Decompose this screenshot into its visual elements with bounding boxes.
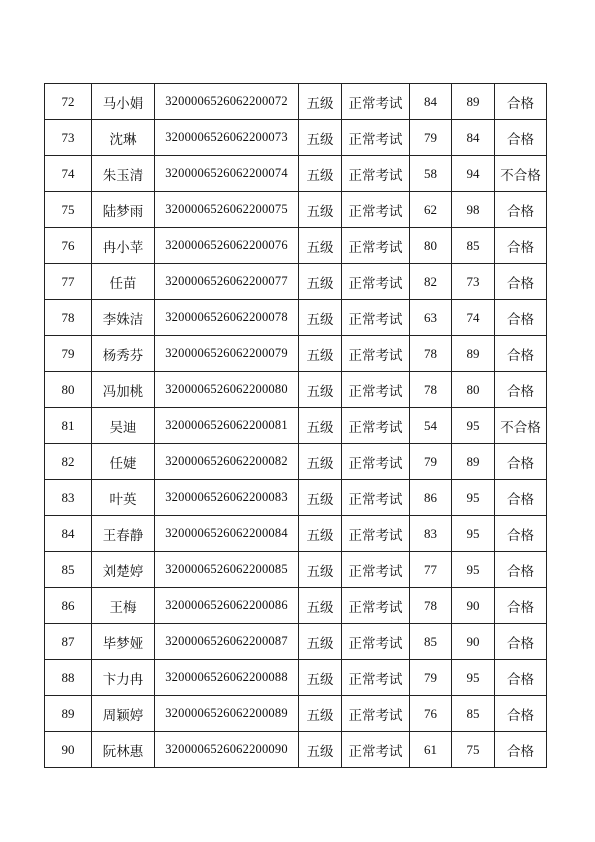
certificate-number-cell: 3200006526062200089 — [155, 696, 299, 732]
certificate-number-cell: 3200006526062200081 — [155, 408, 299, 444]
result-cell: 合格 — [495, 552, 547, 588]
candidate-name-cell: 冯加桃 — [92, 372, 155, 408]
certificate-number-cell: 3200006526062200078 — [155, 300, 299, 336]
theory-score-cell: 80 — [410, 228, 452, 264]
exam-type-cell: 正常考试 — [342, 120, 410, 156]
candidate-name-cell: 毕梦娅 — [92, 624, 155, 660]
result-cell: 合格 — [495, 624, 547, 660]
result-cell: 合格 — [495, 660, 547, 696]
result-cell: 不合格 — [495, 408, 547, 444]
row-number-cell: 85 — [45, 552, 92, 588]
exam-type-cell: 正常考试 — [342, 228, 410, 264]
row-number-cell: 82 — [45, 444, 92, 480]
table-row — [45, 372, 547, 408]
level-cell: 五级 — [299, 84, 342, 120]
candidate-name-cell: 叶英 — [92, 480, 155, 516]
certificate-number-cell: 3200006526062200083 — [155, 480, 299, 516]
row-number-cell: 87 — [45, 624, 92, 660]
level-cell: 五级 — [299, 660, 342, 696]
theory-score-cell: 85 — [410, 624, 452, 660]
skill-score-cell: 89 — [452, 444, 495, 480]
skill-score-cell: 90 — [452, 588, 495, 624]
row-number-cell: 90 — [45, 732, 92, 768]
result-cell: 合格 — [495, 516, 547, 552]
certificate-number-cell: 3200006526062200072 — [155, 84, 299, 120]
certificate-number-cell: 3200006526062200080 — [155, 372, 299, 408]
certificate-number-cell: 3200006526062200090 — [155, 732, 299, 768]
row-number-cell: 77 — [45, 264, 92, 300]
result-cell: 合格 — [495, 732, 547, 768]
theory-score-cell: 84 — [410, 84, 452, 120]
skill-score-cell: 95 — [452, 552, 495, 588]
level-cell: 五级 — [299, 372, 342, 408]
level-cell: 五级 — [299, 696, 342, 732]
result-cell: 合格 — [495, 228, 547, 264]
row-number-cell: 79 — [45, 336, 92, 372]
table-row — [45, 552, 547, 588]
result-cell: 合格 — [495, 84, 547, 120]
candidate-name-cell: 刘楚婷 — [92, 552, 155, 588]
table-row — [45, 588, 547, 624]
row-number-cell: 74 — [45, 156, 92, 192]
candidate-name-cell: 陆梦雨 — [92, 192, 155, 228]
theory-score-cell: 61 — [410, 732, 452, 768]
candidate-name-cell: 周颖婷 — [92, 696, 155, 732]
theory-score-cell: 63 — [410, 300, 452, 336]
exam-type-cell: 正常考试 — [342, 372, 410, 408]
row-number-cell: 83 — [45, 480, 92, 516]
exam-type-cell: 正常考试 — [342, 732, 410, 768]
certificate-number-cell: 3200006526062200087 — [155, 624, 299, 660]
exam-type-cell: 正常考试 — [342, 264, 410, 300]
theory-score-cell: 79 — [410, 660, 452, 696]
exam-type-cell: 正常考试 — [342, 300, 410, 336]
skill-score-cell: 85 — [452, 228, 495, 264]
skill-score-cell: 74 — [452, 300, 495, 336]
row-number-cell: 86 — [45, 588, 92, 624]
skill-score-cell: 90 — [452, 624, 495, 660]
level-cell: 五级 — [299, 192, 342, 228]
result-cell: 合格 — [495, 444, 547, 480]
theory-score-cell: 62 — [410, 192, 452, 228]
level-cell: 五级 — [299, 264, 342, 300]
skill-score-cell: 94 — [452, 156, 495, 192]
skill-score-cell: 80 — [452, 372, 495, 408]
level-cell: 五级 — [299, 444, 342, 480]
theory-score-cell: 83 — [410, 516, 452, 552]
level-cell: 五级 — [299, 228, 342, 264]
theory-score-cell: 78 — [410, 372, 452, 408]
level-cell: 五级 — [299, 336, 342, 372]
skill-score-cell: 95 — [452, 408, 495, 444]
certificate-number-cell: 3200006526062200082 — [155, 444, 299, 480]
table-row — [45, 120, 547, 156]
exam-type-cell: 正常考试 — [342, 444, 410, 480]
level-cell: 五级 — [299, 480, 342, 516]
candidate-name-cell: 任婕 — [92, 444, 155, 480]
result-cell: 合格 — [495, 480, 547, 516]
row-number-cell: 80 — [45, 372, 92, 408]
level-cell: 五级 — [299, 156, 342, 192]
result-cell: 合格 — [495, 372, 547, 408]
level-cell: 五级 — [299, 408, 342, 444]
exam-type-cell: 正常考试 — [342, 480, 410, 516]
row-number-cell: 73 — [45, 120, 92, 156]
row-number-cell: 78 — [45, 300, 92, 336]
certificate-number-cell: 3200006526062200079 — [155, 336, 299, 372]
skill-score-cell: 75 — [452, 732, 495, 768]
candidate-name-cell: 任苗 — [92, 264, 155, 300]
exam-type-cell: 正常考试 — [342, 624, 410, 660]
table-row — [45, 408, 547, 444]
candidate-name-cell: 李姝洁 — [92, 300, 155, 336]
theory-score-cell: 58 — [410, 156, 452, 192]
skill-score-cell: 95 — [452, 516, 495, 552]
table-row — [45, 192, 547, 228]
level-cell: 五级 — [299, 624, 342, 660]
exam-type-cell: 正常考试 — [342, 660, 410, 696]
level-cell: 五级 — [299, 300, 342, 336]
candidate-name-cell: 卞力冉 — [92, 660, 155, 696]
table-row — [45, 336, 547, 372]
table-row — [45, 624, 547, 660]
certificate-number-cell: 3200006526062200075 — [155, 192, 299, 228]
result-cell: 合格 — [495, 300, 547, 336]
skill-score-cell: 84 — [452, 120, 495, 156]
table-row — [45, 660, 547, 696]
exam-type-cell: 正常考试 — [342, 588, 410, 624]
candidate-name-cell: 王春静 — [92, 516, 155, 552]
candidate-name-cell: 阮林惠 — [92, 732, 155, 768]
table-row — [45, 228, 547, 264]
exam-type-cell: 正常考试 — [342, 156, 410, 192]
result-cell: 合格 — [495, 696, 547, 732]
row-number-cell: 75 — [45, 192, 92, 228]
certificate-number-cell: 3200006526062200073 — [155, 120, 299, 156]
table-row — [45, 516, 547, 552]
result-cell: 合格 — [495, 192, 547, 228]
skill-score-cell: 95 — [452, 660, 495, 696]
row-number-cell: 88 — [45, 660, 92, 696]
certificate-number-cell: 3200006526062200077 — [155, 264, 299, 300]
level-cell: 五级 — [299, 516, 342, 552]
row-number-cell: 76 — [45, 228, 92, 264]
result-cell: 合格 — [495, 264, 547, 300]
theory-score-cell: 78 — [410, 588, 452, 624]
certificate-number-cell: 3200006526062200086 — [155, 588, 299, 624]
certificate-number-cell: 3200006526062200085 — [155, 552, 299, 588]
result-cell: 不合格 — [495, 156, 547, 192]
level-cell: 五级 — [299, 732, 342, 768]
exam-type-cell: 正常考试 — [342, 84, 410, 120]
theory-score-cell: 79 — [410, 444, 452, 480]
level-cell: 五级 — [299, 552, 342, 588]
level-cell: 五级 — [299, 120, 342, 156]
results-table-body — [45, 84, 547, 768]
skill-score-cell: 98 — [452, 192, 495, 228]
level-cell: 五级 — [299, 588, 342, 624]
row-number-cell: 72 — [45, 84, 92, 120]
row-number-cell: 84 — [45, 516, 92, 552]
candidate-name-cell: 冉小苹 — [92, 228, 155, 264]
skill-score-cell: 73 — [452, 264, 495, 300]
result-cell: 合格 — [495, 336, 547, 372]
skill-score-cell: 89 — [452, 84, 495, 120]
theory-score-cell: 78 — [410, 336, 452, 372]
theory-score-cell: 86 — [410, 480, 452, 516]
skill-score-cell: 85 — [452, 696, 495, 732]
candidate-name-cell: 沈琳 — [92, 120, 155, 156]
theory-score-cell: 76 — [410, 696, 452, 732]
row-number-cell: 81 — [45, 408, 92, 444]
candidate-name-cell: 马小娟 — [92, 84, 155, 120]
certificate-number-cell: 3200006526062200084 — [155, 516, 299, 552]
skill-score-cell: 95 — [452, 480, 495, 516]
skill-score-cell: 89 — [452, 336, 495, 372]
theory-score-cell: 54 — [410, 408, 452, 444]
exam-type-cell: 正常考试 — [342, 696, 410, 732]
certificate-number-cell: 3200006526062200074 — [155, 156, 299, 192]
candidate-name-cell: 杨秀芬 — [92, 336, 155, 372]
exam-type-cell: 正常考试 — [342, 408, 410, 444]
theory-score-cell: 77 — [410, 552, 452, 588]
table-row — [45, 732, 547, 768]
result-cell: 合格 — [495, 120, 547, 156]
theory-score-cell: 79 — [410, 120, 452, 156]
certificate-number-cell: 3200006526062200076 — [155, 228, 299, 264]
result-cell: 合格 — [495, 588, 547, 624]
table-row — [45, 300, 547, 336]
exam-type-cell: 正常考试 — [342, 552, 410, 588]
exam-type-cell: 正常考试 — [342, 516, 410, 552]
certificate-number-cell: 3200006526062200088 — [155, 660, 299, 696]
theory-score-cell: 82 — [410, 264, 452, 300]
row-number-cell: 89 — [45, 696, 92, 732]
table-row — [45, 480, 547, 516]
table-row — [45, 84, 547, 120]
exam-type-cell: 正常考试 — [342, 336, 410, 372]
results-table — [44, 83, 547, 768]
exam-type-cell: 正常考试 — [342, 192, 410, 228]
candidate-name-cell: 王梅 — [92, 588, 155, 624]
table-row — [45, 156, 547, 192]
table-row — [45, 696, 547, 732]
table-row — [45, 444, 547, 480]
table-row — [45, 264, 547, 300]
candidate-name-cell: 吴迪 — [92, 408, 155, 444]
candidate-name-cell: 朱玉清 — [92, 156, 155, 192]
